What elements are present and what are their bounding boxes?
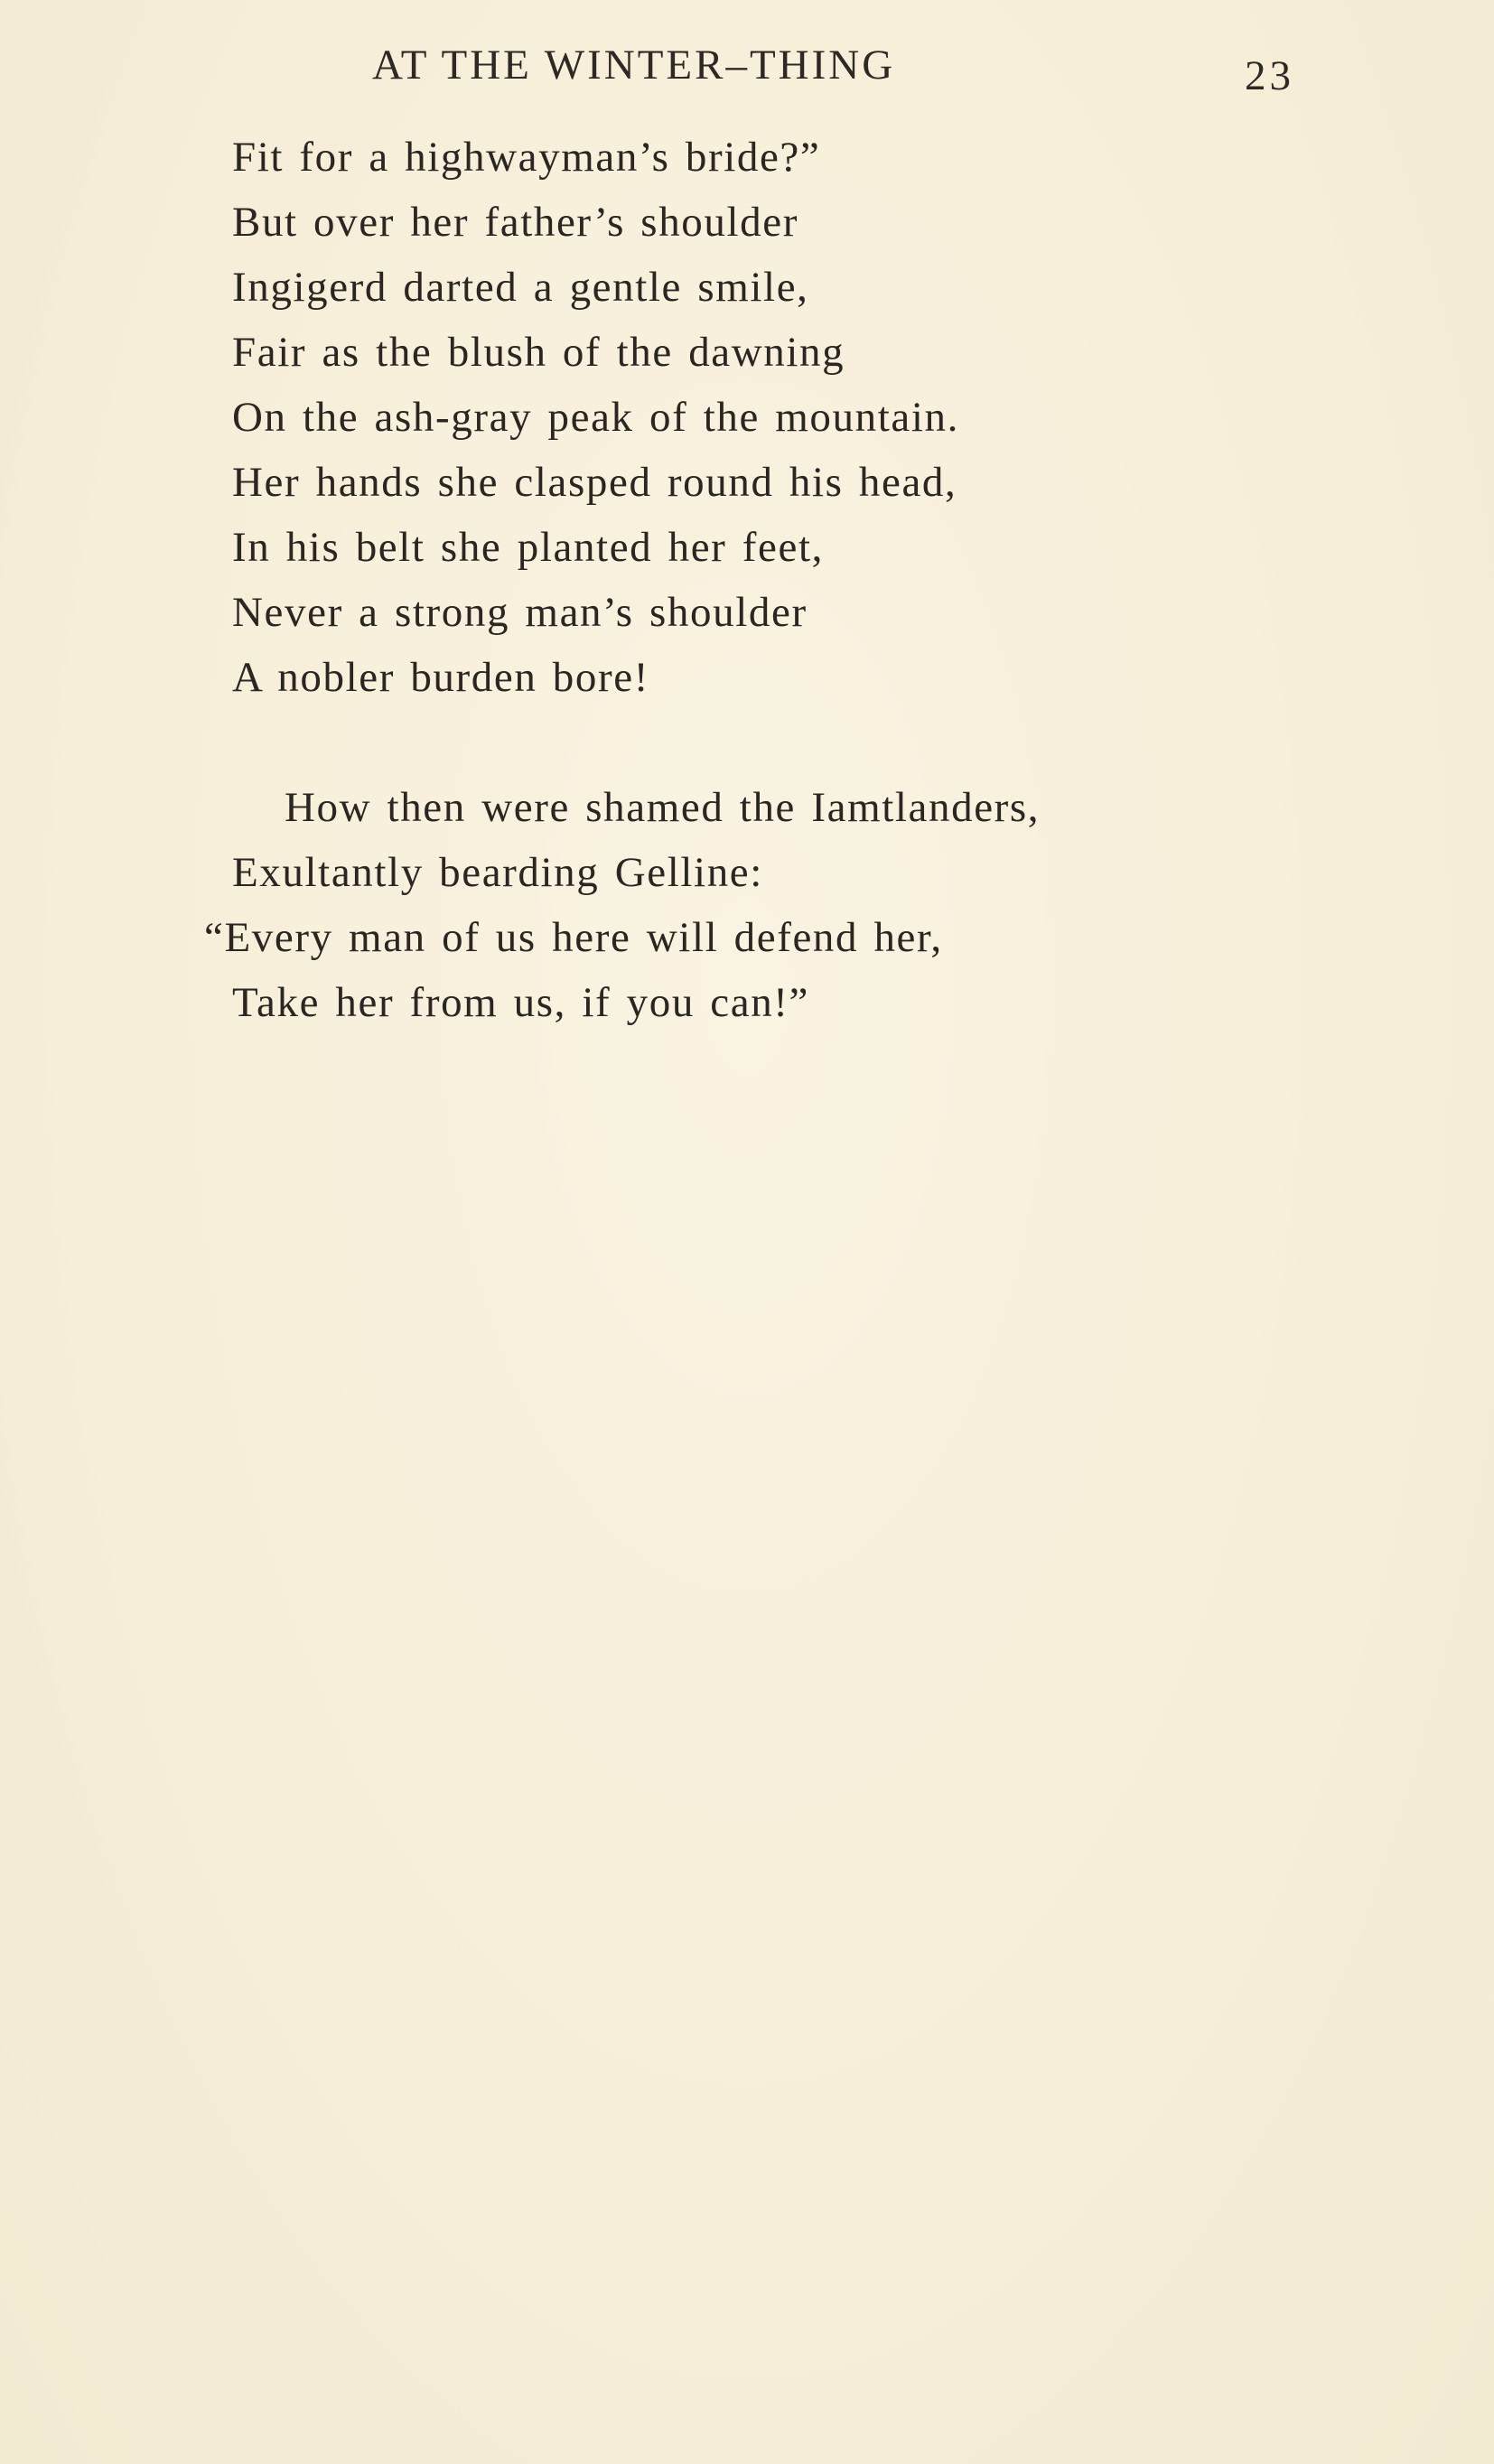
poem-line: Her hands she clasped round his head,	[232, 459, 957, 506]
poem-line: A nobler burden bore!	[232, 654, 649, 701]
poem-line: Never a strong man’s shoulder	[232, 589, 808, 636]
page-number: 23	[1245, 52, 1294, 99]
poem-line: How then were shamed the Iamtlanders,	[285, 784, 1041, 831]
poem-line: Fair as the blush of the dawning	[232, 329, 845, 376]
poem-line: Ingigerd darted a gentle smile,	[232, 264, 809, 311]
poem-line: Fit for a highwayman’s bride?”	[232, 134, 821, 181]
poem-line: In his belt she planted her feet,	[232, 524, 824, 571]
poem-line: Take her from us, if you can!”	[232, 979, 810, 1026]
poem-line: Exultantly bearding Gelline:	[232, 849, 763, 896]
running-title: AT THE WINTER–THING	[372, 42, 896, 89]
poem-line: But over her father’s shoulder	[232, 199, 798, 246]
poem-line: “Every man of us here will defend her,	[204, 914, 943, 961]
poem-line: On the ash-gray peak of the mountain.	[232, 394, 959, 441]
